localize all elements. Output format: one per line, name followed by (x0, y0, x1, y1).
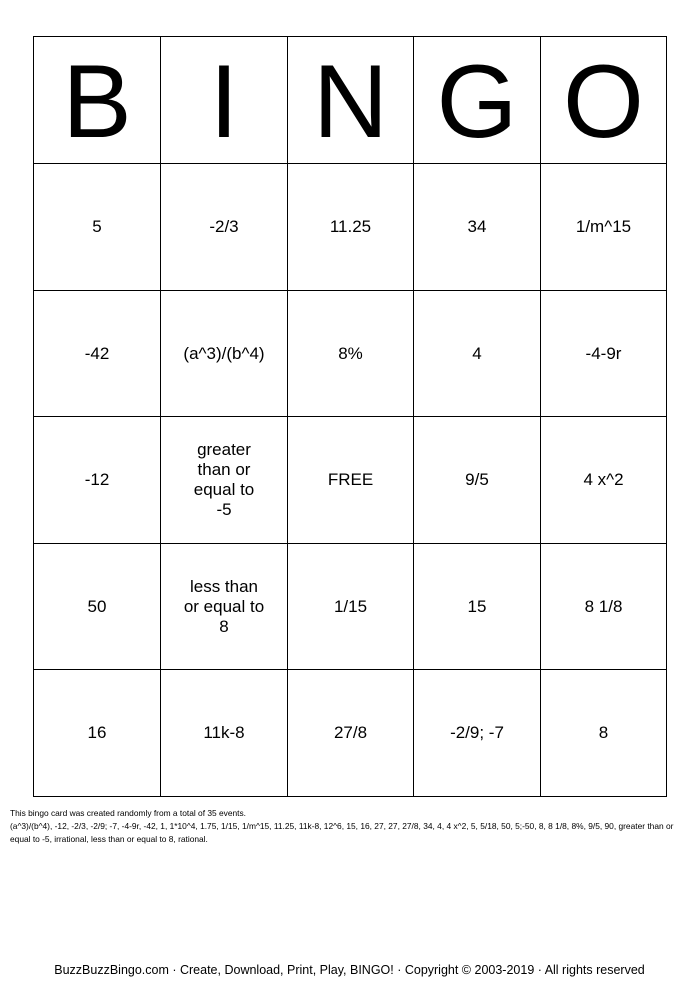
bingo-cell: 8 (541, 670, 667, 797)
bingo-cell: 8 1/8 (541, 544, 667, 670)
bingo-header-row (34, 37, 667, 164)
header-letter-i: I (161, 37, 288, 164)
bingo-cell: 4 x^2 (541, 417, 667, 544)
bingo-cell: -2/9; -7 (414, 670, 541, 797)
bingo-row (34, 164, 667, 291)
card-info-summary: This bingo card was created randomly from a total of 35 events. (10, 808, 247, 818)
bingo-row (34, 291, 667, 417)
bingo-row (34, 670, 667, 797)
bingo-cell: 27/8 (288, 670, 414, 797)
bingo-cell: 11.25 (288, 164, 414, 291)
bingo-cell: -12 (34, 417, 161, 544)
card-info (10, 807, 690, 846)
bingo-cell: 11k-8 (161, 670, 288, 797)
card-info-event-list: (a^3)/(b^4), -12, -2/3, -2/9; -7, -4-9r, -42, 1, 1*10^4, 1.75, 1/15, 1/m^15, 11.25, 11k-8, 12^6, 15, 16, 27, 27, 27/8, 34, 4, 4 x^2, 5, 5/18, 50, 5;-50, 8, 8 1/8, 8%, 9/5, 90, greater than or equal to -5, irrational, less than or equal to 8, rational. (10, 821, 674, 844)
bingo-cell: 50 (34, 544, 161, 670)
header-letter-n: N (288, 37, 414, 164)
bingo-cell: 1/m^15 (541, 164, 667, 291)
free-space-cell: FREE (288, 417, 414, 544)
bingo-cell: greater than or equal to -5 (161, 417, 288, 544)
bingo-cell: -4-9r (541, 291, 667, 417)
bingo-row (34, 417, 667, 544)
bingo-cell: 15 (414, 544, 541, 670)
bingo-cell: 4 (414, 291, 541, 417)
bingo-cell: 9/5 (414, 417, 541, 544)
header-letter-g: G (414, 37, 541, 164)
bingo-cell: 5 (34, 164, 161, 291)
bingo-cell: (a^3)/(b^4) (161, 291, 288, 417)
bingo-cell: -2/3 (161, 164, 288, 291)
bingo-cell: less than or equal to 8 (161, 544, 288, 670)
bingo-row (34, 544, 667, 670)
bingo-cell: 1/15 (288, 544, 414, 670)
bingo-cell: 16 (34, 670, 161, 797)
page-footer: BuzzBuzzBingo.com · Create, Download, Print, Play, BINGO! · Copyright © 2003-2019 · All rights reserved (54, 963, 645, 977)
header-letter-b: B (34, 37, 161, 164)
bingo-card (33, 36, 667, 797)
bingo-cell: 34 (414, 164, 541, 291)
header-letter-o: O (541, 37, 667, 164)
bingo-cell: 8% (288, 291, 414, 417)
bingo-cell: -42 (34, 291, 161, 417)
